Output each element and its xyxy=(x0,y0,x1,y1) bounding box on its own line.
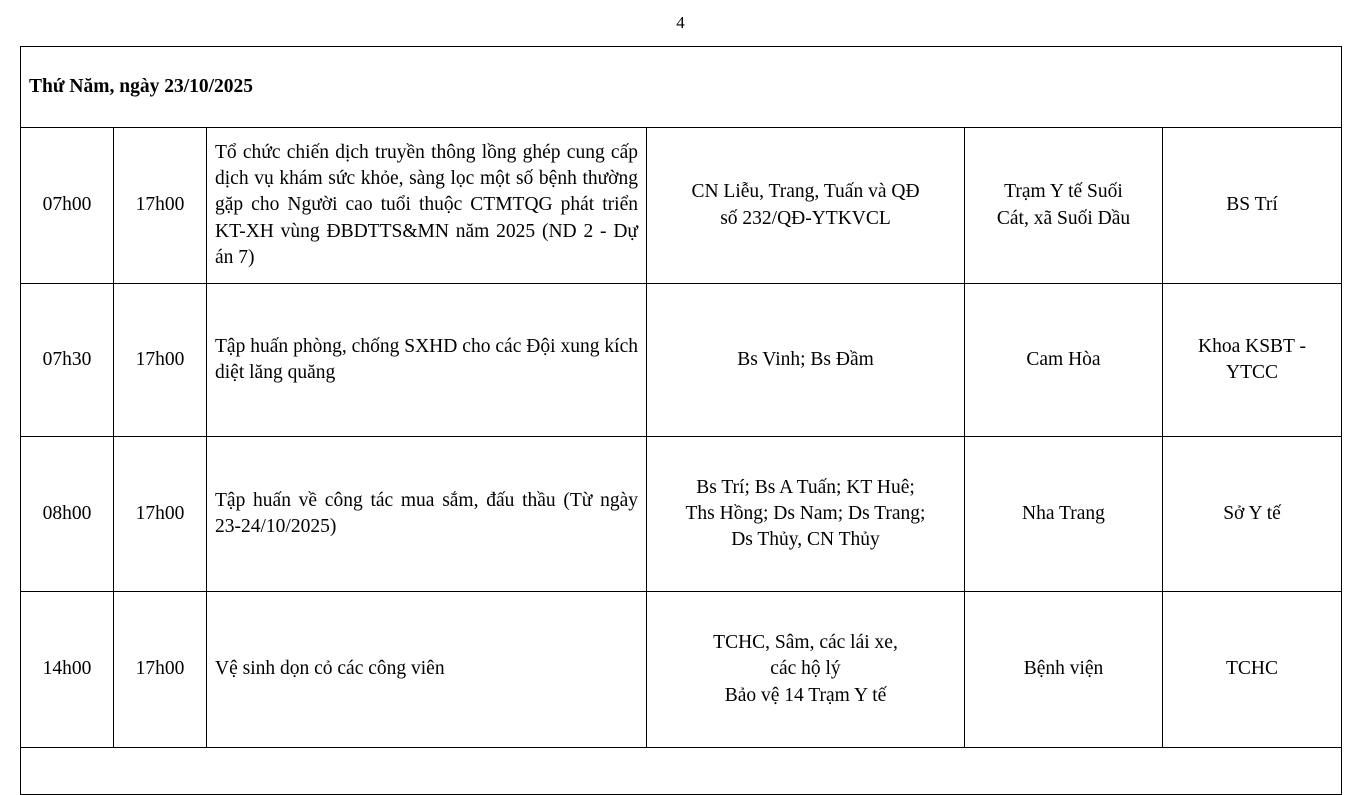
row-location-line: Nha Trang xyxy=(1022,502,1105,524)
table-row xyxy=(21,284,1342,437)
row-participants-line: các hộ lý xyxy=(770,658,841,680)
row-location xyxy=(965,284,1163,437)
page-number: 4 xyxy=(676,13,685,32)
row-participants-line: Ths Hồng; Ds Nam; Ds Trang; xyxy=(685,502,926,524)
row-participants xyxy=(647,128,965,284)
table-row xyxy=(21,437,1342,592)
day-header-row xyxy=(21,47,1342,128)
row-location-line: Bệnh viện xyxy=(1023,658,1104,680)
row-participants xyxy=(647,284,965,437)
row-organizer xyxy=(1163,437,1342,592)
row-organizer-line: YTCC xyxy=(1226,362,1279,383)
row-participants-line: Bs Vinh; Bs Đầm xyxy=(737,348,874,370)
row-organizer-line: BS Trí xyxy=(1226,194,1278,216)
row-participants-line: số 232/QĐ-YTKVCL xyxy=(720,207,891,229)
row-location-line: Trạm Y tế Suối xyxy=(1004,181,1123,203)
row-participants xyxy=(647,592,965,748)
row-end-time: 17h00 xyxy=(114,128,207,284)
row-participants-line: Bảo vệ 14 Trạm Y tế xyxy=(724,684,887,706)
row-end-time: 17h00 xyxy=(114,592,207,748)
row-start-time: 14h00 xyxy=(21,592,114,748)
row-start-time: 07h00 xyxy=(21,128,114,284)
row-start-time: 08h00 xyxy=(21,437,114,592)
row-location xyxy=(965,128,1163,284)
row-organizer-line: Sở Y tế xyxy=(1223,502,1281,524)
row-participants-line: Ds Thủy, CN Thủy xyxy=(731,529,880,551)
table-row xyxy=(21,128,1342,284)
row-organizer-line: TCHC xyxy=(1226,658,1279,680)
row-location xyxy=(965,592,1163,748)
table-row-blank xyxy=(21,748,1342,795)
row-location-line: Cát, xã Suối Dầu xyxy=(996,207,1131,229)
row-organizer xyxy=(1163,284,1342,437)
row-participants-line: CN Liễu, Trang, Tuấn và QĐ xyxy=(691,181,920,203)
row-location xyxy=(965,437,1163,592)
row-organizer xyxy=(1163,128,1342,284)
schedule-table xyxy=(20,46,1342,795)
row-task: Vệ sinh dọn cỏ các công viên xyxy=(207,592,647,748)
row-participants-line: Bs Trí; Bs A Tuấn; KT Huê; xyxy=(696,476,915,498)
row-location-line: Cam Hòa xyxy=(1026,348,1101,370)
row-task: Tổ chức chiến dịch truyền thông lồng ghép cung cấp dịch vụ khám sức khỏe, sàng lọc một số bệnh thường gặp cho Người cao tuổi thuộc CTMTQG phát triển KT-XH vùng ĐBDTTS&MN năm 2025 (ND 2 - Dự án 7) xyxy=(207,128,647,284)
row-task: Tập huấn về công tác mua sắm, đấu thầu (Từ ngày 23-24/10/2025) xyxy=(207,437,647,592)
schedule-table-body xyxy=(21,47,1342,795)
row-task: Tập huấn phòng, chống SXHD cho các Đội xung kích diệt lăng quăng xyxy=(207,284,647,437)
table-blank-cell xyxy=(21,748,1342,795)
row-end-time: 17h00 xyxy=(114,284,207,437)
row-participants xyxy=(647,437,965,592)
schedule-table-wrapper xyxy=(20,46,1341,795)
row-start-time: 07h30 xyxy=(21,284,114,437)
row-organizer-line: Khoa KSBT - xyxy=(1198,335,1306,357)
row-participants-line: TCHC, Sâm, các lái xe, xyxy=(713,632,898,654)
row-organizer xyxy=(1163,592,1342,748)
table-row xyxy=(21,592,1342,748)
day-header-cell: Thứ Năm, ngày 23/10/2025 xyxy=(21,47,1342,128)
row-end-time: 17h00 xyxy=(114,437,207,592)
